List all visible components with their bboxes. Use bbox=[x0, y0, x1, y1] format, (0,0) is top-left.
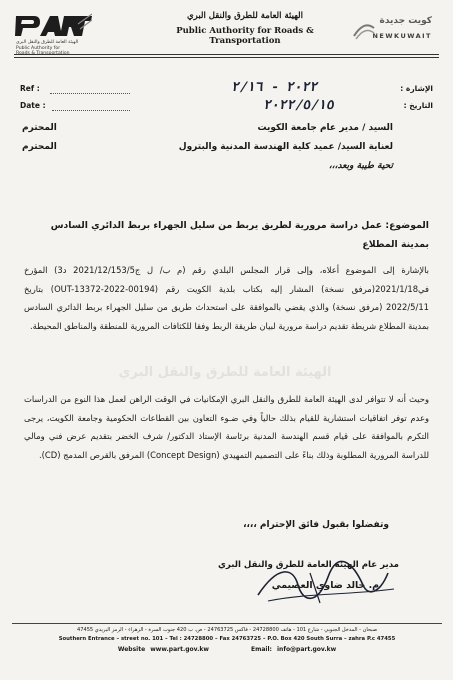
logo-subtitle-ar: الهيئة العامة للطرق والنقل البري bbox=[16, 40, 79, 45]
ref-dots bbox=[50, 93, 130, 94]
paragraph-1: بالإشارة إلى الموضوع أعلاه، وإلى قرار المجلس البلدي رقم (م ب/ ل ج2021/12/153/5 د3) المؤرخ في2021/1/18(مرفق نسخة) المشار إليه بكتاب بلدية الكويت رقم (OUT-13372-2022-00194) بتاريخ 2022/5/11 (مرفق نسخة) والذي يقضي بالموافقة على استحداث طريق من سليل الجهراء بربط الدائري السادس بمدينة المطلاع شريطة تقديم دراسة مرورية لبيان طريقة الربط وفقا للكثافات المرورية للمنطقة والمناطق المحيطة. bbox=[24, 265, 430, 331]
date-dots bbox=[52, 110, 130, 111]
closing-line: وتفضلوا بقبول فائق الإحترام ،،،، bbox=[243, 520, 389, 530]
signatory-title: مدير عام الهيئة العامة للطرق والنقل البري bbox=[218, 560, 399, 570]
signatory-name: م. خالد ضاوي العصيمي bbox=[271, 580, 379, 591]
greeting: تحية طيبة وبعد،،، bbox=[328, 161, 393, 171]
authority-name-ar: الهيئة العامة للطرق والنقل البري bbox=[186, 11, 304, 21]
new-kuwait-ar: كويت جديدة bbox=[379, 16, 432, 26]
logo-subtitle-en-2: Roads & Transportation bbox=[16, 51, 70, 57]
footer-rule bbox=[12, 623, 442, 624]
authority-name-en: Public Authority for Roads & Transportation bbox=[176, 26, 314, 46]
website-label: Website bbox=[117, 646, 146, 653]
subject-line: الموضوع: عمل دراسة مرورية لطريق يربط من سليل الجهراء بربط الدائري السادس بمدينة المطلاع bbox=[50, 220, 429, 250]
new-kuwait-en: NEWKUWAIT bbox=[372, 32, 432, 40]
header-rule-thin bbox=[14, 57, 439, 58]
logo-text: PART bbox=[14, 12, 17, 13]
addressee-1-title: المحترم bbox=[22, 123, 57, 133]
header-rule bbox=[14, 54, 439, 55]
ref-label-ar: الإشارة : bbox=[400, 84, 433, 93]
addressee-2-title: المحترم bbox=[22, 142, 57, 152]
addressee-line-1: السيد / مدير عام جامعة الكويت bbox=[257, 123, 393, 133]
email-link[interactable]: info@part.gov.kw bbox=[277, 646, 337, 653]
addressee-line-2: لعناية السيد/ عميد كلية الهندسة المدنية والبترول bbox=[178, 142, 393, 152]
email-label: Email: bbox=[250, 646, 272, 653]
logo-subtitle-en-1: Public Authority for bbox=[16, 45, 61, 51]
date-label-ar: التاريخ : bbox=[403, 101, 433, 110]
date-value: ٢٠٢٢/٥/١٥ bbox=[262, 98, 336, 113]
date-label-en: Date : bbox=[20, 101, 46, 110]
authority-watermark: الهيئة العامة للطرق والنقل البري bbox=[118, 365, 332, 380]
footer-address-en: Southern Entrance – street no. 101 – Tel : 24728800 – Fax 24763725 – P.O. Box 420 South Surra – zahra P.c 47455 bbox=[58, 636, 396, 642]
ref-label-en: Ref : bbox=[20, 84, 40, 93]
new-kuwait-logo bbox=[352, 14, 438, 48]
paragraph-2: وحيث أنه لا تتوافر لدى الهيئة العامة للطرق والنقل البري الإمكانيات في الوقت الراهن لعمل هذا النوع من الدراسات وعدم توفر اتفاقيات استشارية للقيام بذلك حالياً وفي ضـوء التعاون بين القطاعات الحكومية وجامعة الكويت، يرجى التكرم بالموافقة على قيام قسم الهندسة المدنية برئاسة الإستاذ الدكتور/ شرف الخضر بتقديم عرض فني ومالي للدراسة المرورية المطلوبة وذلك بناءً على التصميم التمهيدي (Concept Design) المرفق بالقرص المدمج (CD). bbox=[24, 394, 429, 460]
website-link[interactable]: www.part.gov.kw bbox=[150, 646, 209, 653]
footer-contacts bbox=[12, 646, 442, 653]
footer-address-ar: صبحان - المدخل الجنوبي - شارع 101 - هاتف 24728800 - فاكس 24763725 - ص. ب 420 جنوب السرة - الزهراء - الرمز البريدي 47455 bbox=[76, 627, 378, 633]
handwritten-signature bbox=[248, 555, 398, 610]
part-logo-icon bbox=[14, 12, 92, 38]
ref-number: ٢٠٢٢ - ٢/١٦ bbox=[230, 80, 320, 95]
